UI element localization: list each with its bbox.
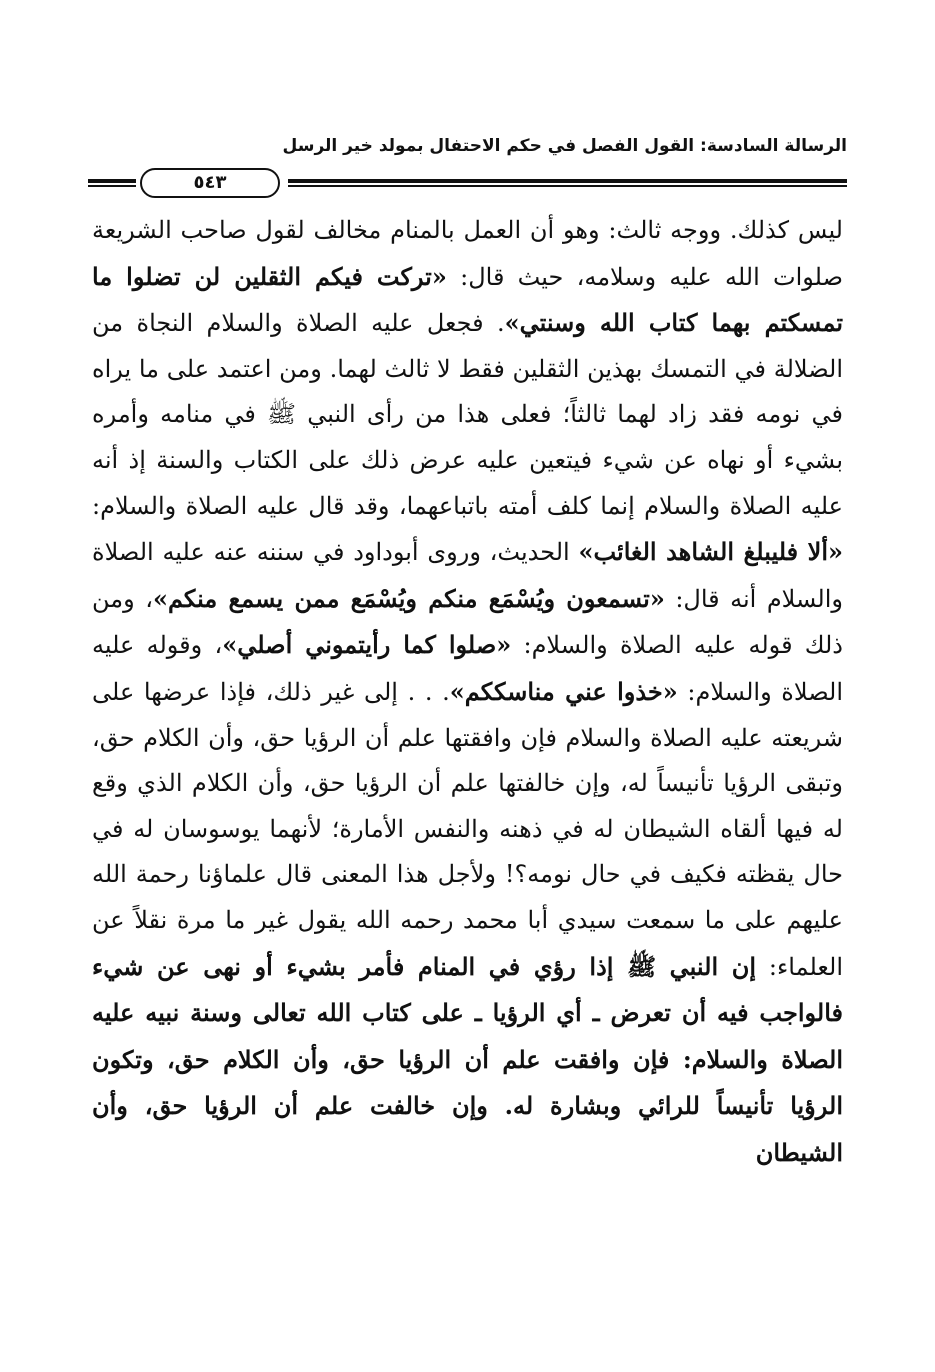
text-run: ، وقوله عليه الصلاة والسلام: xyxy=(92,631,843,706)
header-rule-right xyxy=(288,179,847,187)
text-run: الحديث، وروى أبوداود في سننه عنه عليه الصلاة والسلام أنه قال: xyxy=(92,538,843,613)
page-number: ٥٤٣ xyxy=(140,168,280,198)
text-run: ليس كذلك. ووجه ثالث: وهو أن العمل بالمنام مخالف لقول صاحب الشريعة صلوات الله عليه وسلامه، حيث قال: xyxy=(92,216,843,291)
hadith-quote: «تركت فيكم الثقلين لن تضلوا ما تمسكتم بهما كتاب الله وسنتي» xyxy=(92,261,843,338)
hadith-quote: «صلوا كما رأيتموني أصلي» xyxy=(222,630,512,660)
body-paragraph xyxy=(92,208,843,1176)
running-header-title: الرسالة السادسة: القول الفصل في حكم الاحتفال بمولد خير الرسل xyxy=(282,136,847,156)
hadith-quote: «ألا فليبلغ الشاهد الغائب» xyxy=(578,537,843,567)
hadith-quote: «خذوا عني مناسككم» xyxy=(449,676,678,706)
header-rule-left xyxy=(88,179,136,187)
header-rule xyxy=(88,168,847,198)
hadith-quote: «تسمعون ويُسْمَع منكم ويُسْمَع ممن يسمع منكم» xyxy=(152,583,665,613)
text-run: . فجعل عليه الصلاة والسلام النجاة من الضلالة في التمسك بهذين الثقلين فقط لا ثالث لهما. ومن اعتمد على ما يراه في نومه فقد زاد لهما ثالثاً؛ فعلى هذا من رأى النبي ﷺ في منامه وأمره بشيء أو نهاه عن شيء فيتعين عليه عرض ذلك على الكتاب والسنة إذ أنه عليه الصلاة والسلام إنما كلف أمته باتباعهما، وقد قال عليه الصلاة والسلام: xyxy=(92,309,843,520)
scholar-quote: إن النبي ﷺ إذا رؤي في المنام فأمر بشيء أو نهى عن شيء فالواجب فيه أن تعرض ـ أي الرؤيا ـ على كتاب الله تعالى وسنة نبيه عليه الصلاة والسلام: فإن وافقت علم أن الرؤيا حق، وأن الكلام حق، وتكون الرؤيا تأنيساً للرائي وبشارة له. وإن خالفت علم أن الرؤيا حق، وأن الشيطان xyxy=(92,951,843,1167)
text-run: ، ومن ذلك قوله عليه الصلاة والسلام: xyxy=(92,584,843,660)
body-text xyxy=(92,208,843,1176)
text-run: . . . إلى غير ذلك، فإذا عرضها على شريعته عليه الصلاة والسلام فإن وافقتها علم أن الرؤيا حق، وأن الكلام حق، وتبقى الرؤيا تأنيساً له، وإن خالفتها علم أن الرؤيا حق، وأن الكلام الذي وقع له فيها ألقاه الشيطان له في ذهنه والنفس الأمارة؛ لأنهما يوسوسان له في حال يقظته فكيف في حال نومه؟! ولأجل هذا المعنى قال علماؤنا رحمة الله عليهم على ما سمعت سيدي أبا محمد رحمه الله يقول غير ما مرة نقلاً عن العلماء: xyxy=(92,677,843,981)
